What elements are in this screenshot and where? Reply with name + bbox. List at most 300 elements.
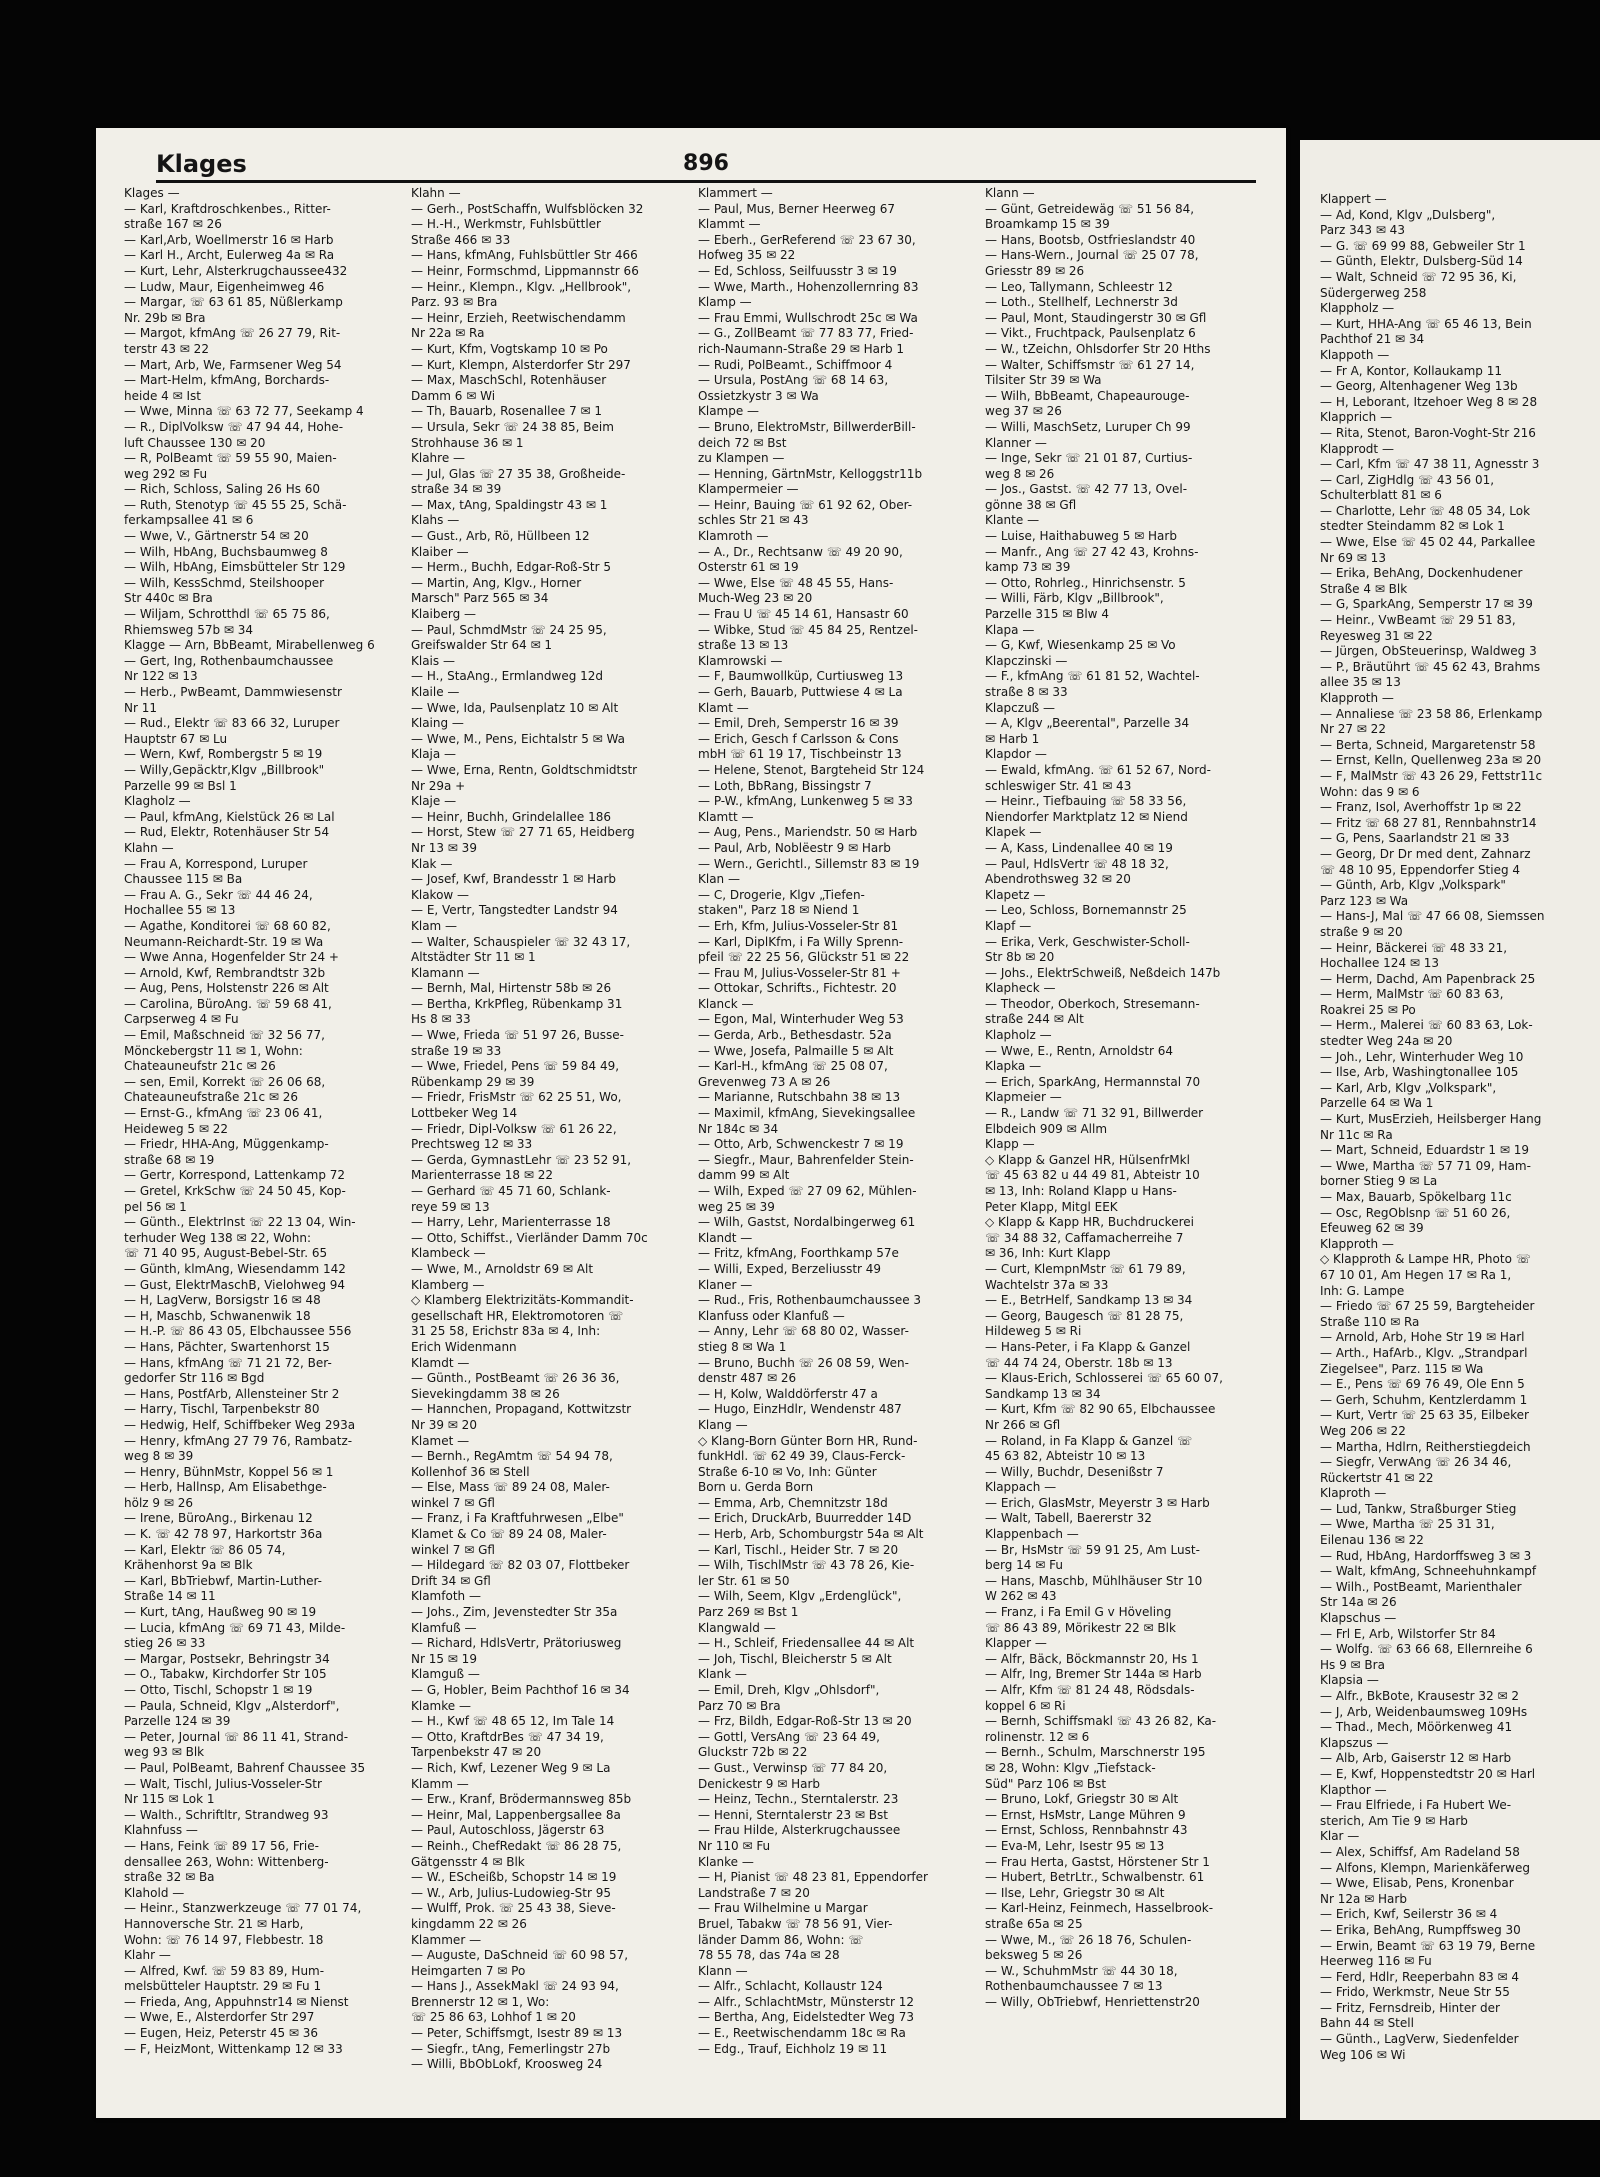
entry-line: — Theodor, Oberkoch, Stresemann-	[985, 996, 1200, 1011]
entry-line: — Wern., Gerichtl., Sillemstr 83 ✉ 19	[698, 856, 920, 871]
entry-line: — Erich, Kwf, Seilerstr 36 ✉ 4	[1320, 1907, 1498, 1922]
entry-line: — Hugo, EinzHdlr, Wendenstr 487	[698, 1402, 902, 1417]
entry-line: — P-W., kfmAng, Lunkenweg 5 ✉ 33	[698, 794, 913, 809]
entry-line: — Frau U ☏ 45 14 61, Hansastr 60	[698, 607, 909, 622]
entry-line: — Kurt, tAng, Haußweg 90 ✉ 19	[124, 1605, 317, 1620]
entry-line: ◇ Klapp & Kapp HR, Buchdruckerei	[985, 1215, 1194, 1230]
entry-line: — Margar, ☏ 63 61 85, Nüßlerkamp	[124, 295, 343, 310]
entry-line: Klapszus —	[1320, 1735, 1389, 1750]
entry-line: Klapp —	[985, 1137, 1035, 1152]
entry-line: Hannoversche Str. 21 ✉ Harb,	[124, 1916, 304, 1931]
entry-line: 78 55 78, das 74a ✉ 28	[698, 1948, 840, 1963]
entry-line: — Günth, klmAng, Wiesendamm 142	[124, 1261, 346, 1276]
entry-line: — Wwe, Minna ☏ 63 72 77, Seekamp 4	[124, 404, 364, 419]
entry-line: — Frau Elfriede, i Fa Hubert We-	[1320, 1798, 1512, 1813]
entry-line: weg 93 ✉ Blk	[124, 1745, 205, 1760]
entry-line: — Wwe, V., Gärtnerstr 54 ✉ 20	[124, 529, 309, 544]
entry-line: Klamet —	[411, 1433, 470, 1448]
entry-line: — Jos., Gastst. ☏ 42 77 13, Ovel-	[985, 482, 1188, 497]
entry-line: Nr 184c ✉ 34	[698, 1121, 779, 1136]
entry-line: — Willi, Exped, Berzeliusstr 49	[698, 1261, 882, 1276]
entry-line: Parz 269 ✉ Bst 1	[698, 1605, 799, 1620]
entry-line: — Anny, Lehr ☏ 68 80 02, Wasser-	[698, 1324, 909, 1339]
entry-line: Klaja —	[411, 747, 457, 762]
entry-line: Klanfuss oder Klanfuß —	[698, 1308, 845, 1323]
entry-line: — Heinz, Techn., Sterntalerstr. 23	[698, 1792, 899, 1807]
entry-line: — Frz, Bildh, Edgar-Roß-Str 13 ✉ 20	[698, 1714, 912, 1729]
entry-line: Krähenhorst 9a ✉ Blk	[124, 1558, 253, 1573]
entry-line: — Paul, Autoschloss, Jägerstr 63	[411, 1823, 605, 1838]
entry-line: ✉ 28, Wohn: Klgv „Tiefstack-	[985, 1760, 1156, 1775]
entry-line: — Wolfg. ☏ 63 66 68, Ellernreihe 6	[1320, 1642, 1533, 1657]
entry-line: Klaiberg —	[411, 607, 477, 622]
entry-line: Parzelle 64 ✉ Wa 1	[1320, 1096, 1434, 1111]
entry-line: — Wilh, HbAng, Buchsbaumweg 8	[124, 544, 328, 559]
entry-line: — Maximil, kfmAng, Sievekingsallee	[698, 1106, 916, 1121]
entry-line: Prechtsweg 12 ✉ 33	[411, 1137, 533, 1152]
entry-line: — Wwe, Josefa, Palmaille 5 ✉ Alt	[698, 1043, 894, 1058]
entry-line: — Hannchen, Propagand, Kottwitzstr	[411, 1402, 632, 1417]
entry-line: — Erich, GlasMstr, Meyerstr 3 ✉ Harb	[985, 1495, 1210, 1510]
entry-line: — Wern, Kwf, Rombergstr 5 ✉ 19	[124, 747, 323, 762]
entry-line: Hs 8 ✉ 33	[411, 1012, 471, 1027]
entry-line: damm 99 ✉ Alt	[698, 1168, 790, 1183]
entry-line: — Günth, Elektr, Dulsberg-Süd 14	[1320, 254, 1523, 269]
next-page-column	[1320, 192, 1600, 2063]
entry-line: Klapa —	[985, 622, 1035, 637]
entry-line: kingdamm 22 ✉ 26	[411, 1916, 527, 1931]
entry-line: — E., Pens ☏ 69 76 49, Ole Enn 5	[1320, 1377, 1525, 1392]
entry-line: Nr 39 ✉ 20	[411, 1417, 477, 1432]
entry-line: — Günt, Getreidewäg ☏ 51 56 84,	[985, 201, 1195, 216]
entry-line: Klappholz —	[1320, 301, 1395, 316]
entry-line: Tarpenbekstr 47 ✉ 20	[411, 1745, 542, 1760]
entry-line: — Max, MaschSchl, Rotenhäuser	[411, 373, 607, 388]
entry-line: — G. ☏ 69 99 88, Gebweiler Str 1	[1320, 238, 1526, 253]
entry-line: — Rud, HbAng, Hardorffsweg 3 ✉ 3	[1320, 1548, 1532, 1563]
entry-line: Nr 22a ✉ Ra	[411, 326, 485, 341]
entry-line: — Friedo ☏ 67 25 59, Bargteheider	[1320, 1299, 1535, 1314]
entry-line: Altstädter Str 11 ✉ 1	[411, 950, 536, 965]
entry-line: Klammt —	[698, 217, 761, 232]
entry-line: Heimgarten 7 ✉ Po	[411, 1963, 526, 1978]
entry-line: — Bernh, Mal, Hirtenstr 58b ✉ 26	[411, 981, 612, 996]
entry-line: Klamke —	[411, 1698, 471, 1713]
entry-line: — Hans, kfmAng, Fuhlsbüttler Str 466	[411, 248, 638, 263]
entry-line: — Rita, Stenot, Baron-Voght-Str 216	[1320, 425, 1536, 440]
entry-line: — Frau Wilhelmine u Margar	[698, 1901, 868, 1916]
entry-line: — Gerh, Schuhm, Kentzlerdamm 1	[1320, 1392, 1528, 1407]
entry-line: Klamann —	[411, 965, 480, 980]
entry-line: — Karl, Tischl., Heider Str. 7 ✉ 20	[698, 1542, 899, 1557]
entry-line: Wohn: ☏ 76 14 97, Flebbestr. 18	[124, 1932, 324, 1947]
entry-line: — Frau Herta, Gastst, Hörstener Str 1	[985, 1854, 1210, 1869]
entry-line: Klang —	[698, 1417, 748, 1432]
entry-line: — J, Arb, Weidenbaumsweg 109Hs	[1320, 1704, 1528, 1719]
entry-line: — Luise, Haithabuweg 5 ✉ Harb	[985, 529, 1177, 544]
entry-line: — Bernh, Schiffsmakl ☏ 43 26 82, Ka-	[985, 1714, 1217, 1729]
entry-line: — Heinr., Klempn., Klgv. „Hellbrook",	[411, 279, 632, 294]
entry-line: straße 68 ✉ 19	[124, 1152, 215, 1167]
entry-line: — Siegfr, VerwAng ☏ 26 34 46,	[1320, 1455, 1512, 1470]
entry-line: Klakow —	[411, 887, 470, 902]
entry-line: straße 13 ✉ 13	[698, 638, 789, 653]
entry-line: — Willy, Buchdr, Desenißstr 7	[985, 1464, 1164, 1479]
entry-line: weg 292 ✉ Fu	[124, 466, 208, 481]
entry-line: — A, Kass, Lindenallee 40 ✉ 19	[985, 840, 1173, 855]
entry-line: — Rudi, PolBeamt., Schiffmoor 4	[698, 357, 893, 372]
entry-line: — Karl, DiplKfm, i Fa Willy Sprenn-	[698, 934, 904, 949]
entry-line: — Ludw, Maur, Eigenheimweg 46	[124, 279, 325, 294]
entry-line: Heerweg 116 ✉ Fu	[1320, 1954, 1432, 1969]
entry-line: — Ewald, kfmAng. ☏ 61 52 67, Nord-	[985, 762, 1211, 777]
entry-line: Griesstr 89 ✉ 26	[985, 263, 1085, 278]
entry-line: — Walt, kfmAng, Schneehuhnkampf	[1320, 1564, 1537, 1579]
entry-line: Greifswalder Str 64 ✉ 1	[411, 638, 553, 653]
entry-line: — Charlotte, Lehr ☏ 48 05 34, Lok	[1320, 503, 1531, 518]
entry-line: — Erika, Verk, Geschwister-Scholl-	[985, 934, 1190, 949]
entry-line: Klamroth —	[698, 529, 769, 544]
entry-line: — Alfr, Bäck, Böckmannstr 20, Hs 1	[985, 1651, 1199, 1666]
entry-line: — Martin, Ang, Klgv., Horner	[411, 575, 582, 590]
entry-line: Klahn —	[124, 840, 174, 855]
entry-line: — Kurt, MusErzieh, Heilsberger Hang	[1320, 1112, 1542, 1127]
entry-line: — Paul, SchmdMstr ☏ 24 25 95,	[411, 622, 607, 637]
entry-line: — Wilh, BbBeamt, Chapeaurouge-	[985, 388, 1190, 403]
entry-line: — A., Dr., Rechtsanw ☏ 49 20 90,	[698, 544, 903, 559]
entry-line: Neumann-Reichardt-Str. 19 ✉ Wa	[124, 934, 324, 949]
entry-line: Nr 29a +	[411, 778, 466, 793]
entry-line: — Bernh., RegAmtm ☏ 54 94 78,	[411, 1449, 613, 1464]
entry-line: — Hedwig, Helf, Schiffbeker Weg 293a	[124, 1417, 356, 1432]
entry-line: — Marianne, Rutschbahn 38 ✉ 13	[698, 1090, 901, 1105]
entry-line: Tilsiter Str 39 ✉ Wa	[985, 373, 1102, 388]
entry-line: Klapproth —	[1320, 691, 1394, 705]
entry-line: — Ad, Kond, Klgv „Dulsberg",	[1320, 207, 1496, 222]
entry-line: — Harry, Lehr, Marienterrasse 18	[411, 1215, 611, 1230]
entry-line: beksweg 5 ✉ 26	[985, 1948, 1083, 1963]
entry-line: Klank —	[698, 1667, 747, 1682]
entry-line: Brennerstr 12 ✉ 1, Wo:	[411, 1994, 550, 2009]
entry-line: Klammert —	[698, 186, 773, 200]
entry-line: Klamm —	[411, 1776, 469, 1791]
entry-line: ☏ 71 40 95, August-Bebel-Str. 65	[124, 1246, 328, 1261]
entry-line: — Ernst, Schloss, Rennbahnstr 43	[985, 1823, 1188, 1838]
entry-line: — Alb, Arb, Gaiserstr 12 ✉ Harb	[1320, 1751, 1512, 1766]
entry-line: — Gust, ElektrMaschB, Vielohweg 94	[124, 1277, 346, 1292]
entry-line: — Leo, Tallymann, Schleestr 12	[985, 279, 1173, 294]
entry-line: — Kurt, Lehr, Alsterkrugchaussee432	[124, 263, 348, 278]
entry-line: Strohhause 36 ✉ 1	[411, 435, 524, 450]
entry-line: — Ilse, Arb, Washingtonallee 105	[1320, 1065, 1519, 1080]
entry-line: Nr 11c ✉ Ra	[1320, 1127, 1393, 1142]
entry-line: Südergerweg 258	[1320, 285, 1427, 300]
entry-line: Hauptstr 67 ✉ Lu	[124, 731, 228, 746]
entry-line: Klam —	[411, 918, 458, 933]
entry-line: — Fritz, Fernsdreib, Hinter der	[1320, 2000, 1500, 2015]
entry-line: — Fr A, Kontor, Kollaukamp 11	[1320, 363, 1502, 378]
entry-line: Klapprich —	[1320, 410, 1393, 425]
entry-line: — Klaus-Erich, Schlosserei ☏ 65 60 07,	[985, 1371, 1223, 1386]
entry-line: — Richard, HdlsVertr, Prätoriusweg	[411, 1636, 622, 1651]
entry-line: — Gerhard ☏ 45 71 60, Schlank-	[411, 1184, 611, 1198]
entry-line: — F, Baumwollküp, Curtiusweg 13	[698, 669, 904, 684]
entry-line: straße 244 ✉ Alt	[985, 1012, 1084, 1027]
entry-line: Ossietzkystr 3 ✉ Wa	[698, 388, 819, 403]
entry-line: — G, Pens, Saarlandstr 21 ✉ 33	[1320, 831, 1510, 846]
entry-line: Rhiemsweg 57b ✉ 34	[124, 622, 254, 637]
entry-line: — Bernh., Schulm, Marschnerstr 195	[985, 1745, 1206, 1760]
entry-line: — Kurt, Vertr ☏ 25 63 35, Eilbeker	[1320, 1408, 1529, 1423]
entry-line: — Willi, Färb, Klgv „Billbrook",	[985, 591, 1164, 606]
page-header	[156, 140, 1256, 183]
entry-line: — Berta, Schneid, Margaretenstr 58	[1320, 737, 1536, 752]
entry-line: — Bertha, KrkPfleg, Rübenkamp 31	[411, 996, 623, 1011]
entry-line: — Hildegard ☏ 82 03 07, Flottbeker	[411, 1558, 630, 1573]
entry-line: — Georg, Dr Dr med dent, Zahnarz	[1320, 846, 1531, 861]
entry-line: — Alfr., Schlacht, Kollaustr 124	[698, 1979, 883, 1994]
entry-line: — Wwe, Else ☏ 48 45 55, Hans-	[698, 575, 894, 590]
entry-line: Nr 11	[124, 700, 157, 715]
entry-line: — Jul, Glas ☏ 27 35 38, Großheide-	[411, 466, 626, 481]
entry-line: — Hans-J, Mal ☏ 47 66 08, Siemssen	[1320, 909, 1545, 924]
entry-line: — Otto, Arb, Schwenckestr 7 ✉ 19	[698, 1137, 904, 1152]
entry-line: W 262 ✉ 43	[985, 1589, 1057, 1604]
entry-line: — Peter, Schiffsmgt, Isestr 89 ✉ 13	[411, 2026, 623, 2041]
entry-line: Straße 466 ✉ 33	[411, 232, 511, 247]
entry-line: Wohn: das 9 ✉ 6	[1320, 784, 1420, 799]
entry-line: — Arnold, Arb, Hohe Str 19 ✉ Harl	[1320, 1330, 1525, 1345]
entry-line: Parzelle 315 ✉ Blw 4	[985, 607, 1109, 622]
entry-line: gönne 38 ✉ Gfl	[985, 497, 1077, 512]
entry-line: Klapschus —	[1320, 1611, 1397, 1626]
entry-line: — Lucia, kfmAng ☏ 69 71 43, Milde-	[124, 1620, 346, 1635]
entry-line: — Alfr, Ing, Bremer Str 144a ✉ Harb	[985, 1667, 1202, 1682]
columns-container	[124, 186, 1266, 2098]
entry-line: ✉ 13, Inh: Roland Klapp u Hans-	[985, 1184, 1177, 1198]
entry-line: ☏ 48 10 95, Eppendorfer Stieg 4	[1320, 862, 1521, 877]
entry-line: — Egon, Mal, Winterhuder Weg 53	[698, 1012, 904, 1027]
entry-line: — Frieda, Ang, Appuhnstr14 ✉ Nienst	[124, 1994, 349, 2009]
entry-line: — Frau Emmi, Wullschrodt 25c ✉ Wa	[698, 310, 918, 325]
entry-line: — Annaliese ☏ 23 58 86, Erlenkamp	[1320, 706, 1543, 721]
entry-line: Hofweg 35 ✉ 22	[698, 248, 796, 263]
entry-line: — Heinr, Erzieh, Reetwischendamm	[411, 310, 626, 325]
entry-line: Klamt —	[698, 700, 749, 715]
entry-line: staken", Parz 18 ✉ Niend 1	[698, 903, 860, 918]
entry-line: — Erich, SparkAng, Hermannstal 70	[985, 1074, 1201, 1089]
entry-line: — Hans, Maschb, Mühlhäuser Str 10	[985, 1573, 1203, 1588]
entry-line: — Mart, Arb, We, Farmsener Weg 54	[124, 357, 342, 372]
entry-line: — Max, Bauarb, Spökelbarg 11c	[1320, 1190, 1512, 1204]
entry-line: — Wilh, HbAng, Eimsbütteler Str 129	[124, 560, 346, 575]
entry-line: Bruel, Tabakw ☏ 78 56 91, Vier-	[698, 1916, 893, 1931]
entry-line: — Otto, Tischl, Schopstr 1 ✉ 19	[124, 1683, 313, 1697]
entry-line: ler Str. 61 ✉ 50	[698, 1573, 790, 1588]
entry-line: Klapf —	[985, 918, 1032, 933]
entry-line: — Karl-H., kfmAng ☏ 25 08 07,	[698, 1059, 888, 1074]
entry-line: — Carolina, BüroAng. ☏ 59 68 41,	[124, 996, 332, 1011]
entry-line: — Kurt, Kfm, Vogtskamp 10 ✉ Po	[411, 341, 608, 356]
entry-line: ☏ 45 63 82 u 44 49 81, Abteistr 10	[985, 1168, 1200, 1183]
entry-line: — W., EScheißb, Schopstr 14 ✉ 19	[411, 1870, 617, 1885]
entry-line: — Herm, MalMstr ☏ 60 83 63,	[1320, 987, 1504, 1002]
entry-line: Rothenbaumchaussee 7 ✉ 13	[985, 1979, 1163, 1994]
entry-line: — Henning, GärtnMstr, Kelloggstr11b	[698, 466, 923, 481]
entry-line: Klapka —	[985, 1059, 1042, 1074]
entry-line: Abendrothsweg 32 ✉ 20	[985, 872, 1131, 887]
entry-line: Klapczuß —	[985, 700, 1056, 715]
entry-line: — sen, Emil, Korrekt ☏ 26 06 68,	[124, 1074, 326, 1089]
entry-line: Nr 110 ✉ Fu	[698, 1838, 771, 1853]
entry-line: — Kurt, HHA-Ang ☏ 65 46 13, Bein	[1320, 316, 1532, 331]
entry-line: — Frau A. G., Sekr ☏ 44 46 24,	[124, 887, 313, 902]
entry-line: — Willi, BbObLokf, Kroosweg 24	[411, 2057, 603, 2072]
entry-line: Klappenbach —	[985, 1527, 1079, 1542]
entry-line: Nr 115 ✉ Lok 1	[124, 1792, 215, 1807]
entry-line: ◇ Klapproth & Lampe HR, Photo ☏	[1320, 1252, 1531, 1267]
entry-line: Hochallee 124 ✉ 13	[1320, 956, 1440, 971]
entry-line: weg 25 ✉ 39	[698, 1199, 775, 1214]
entry-line: — Ferd, Hdlr, Reeperbahn 83 ✉ 4	[1320, 1969, 1520, 1984]
entry-line: Elbdeich 909 ✉ Allm	[985, 1121, 1108, 1136]
entry-line: Klamrowski —	[698, 653, 783, 668]
entry-line: — Wwe, M., Arnoldstr 69 ✉ Alt	[411, 1261, 594, 1276]
entry-line: — Heinr, Mal, Lappenbergsallee 8a	[411, 1807, 621, 1822]
entry-line: Lottbeker Weg 14	[411, 1106, 518, 1121]
entry-line: Ziegelsee", Parz. 115 ✉ Wa	[1320, 1361, 1484, 1376]
entry-line: — Ernst, HsMstr, Lange Mühren 9	[985, 1807, 1186, 1822]
entry-line: — Heinr, Formschmd, Lippmannstr 66	[411, 263, 639, 278]
entry-line: — Willy, ObTriebwf, Henriettenstr20	[985, 1994, 1200, 2009]
entry-line: — Alfr, Kfm ☏ 81 24 48, Rödsdals-	[985, 1683, 1195, 1697]
entry-line: Chaussee 115 ✉ Ba	[124, 872, 243, 887]
entry-line: Klagholz —	[124, 794, 191, 809]
entry-line: — E., Reetwischendamm 18c ✉ Ra	[698, 2026, 906, 2041]
entry-line: gesellschaft HR, Elektromotoren ☏	[411, 1308, 624, 1323]
entry-line: — Osc, RegOblsnp ☏ 51 60 26,	[1320, 1205, 1511, 1220]
entry-line: 31 25 58, Erichstr 83a ✉ 4, Inh:	[411, 1324, 601, 1339]
entry-line: — Gertr, Korrespond, Lattenkamp 72	[124, 1168, 346, 1183]
entry-line: Parz 343 ✉ 43	[1320, 223, 1405, 238]
entry-line: — Franz, i Fa Kraftfuhrwesen „Elbe"	[411, 1511, 624, 1526]
entry-line: luft Chaussee 130 ✉ 20	[124, 435, 266, 450]
entry-line: — Alfr., SchlachtMstr, Münsterstr 12	[698, 1994, 914, 2009]
entry-line: — Erich, Gesch f Carlsson & Cons	[698, 731, 899, 746]
entry-line: — W., tZeichn, Ohlsdorfer Str 20 Hths	[985, 341, 1211, 356]
entry-line: Damm 6 ✉ Wi	[411, 388, 496, 403]
entry-line: — Walth., Schriftltr, Strandweg 93	[124, 1807, 329, 1822]
entry-line: Parzelle 124 ✉ 39	[124, 1714, 231, 1729]
entry-line: — Frau Hilde, Alsterkrugchaussee	[698, 1823, 901, 1838]
entry-line: — Wwe Anna, Hogenfelder Str 24 +	[124, 950, 339, 965]
column-3	[698, 186, 979, 2098]
entry-line: weg 8 ✉ 26	[985, 466, 1055, 481]
entry-line: — Herb., PwBeamt, Dammwiesenstr	[124, 685, 342, 699]
entry-line: — Friedr, FrisMstr ☏ 62 25 51, Wo,	[411, 1090, 622, 1105]
entry-line: — Henry, kfmAng 27 79 76, Rambatz-	[124, 1433, 353, 1448]
entry-line: — Herb, Arb, Schomburgstr 54a ✉ Alt	[698, 1527, 924, 1542]
entry-line: — Siegfr., tAng, Femerlingstr 27b	[411, 2041, 611, 2056]
entry-line: straße 8 ✉ 33	[985, 685, 1068, 699]
entry-line: — Paul, HdlsVertr ☏ 48 18 32,	[985, 856, 1169, 871]
entry-line: Nr. 29b ✉ Bra	[124, 310, 206, 325]
entry-line: — R., DiplVolksw ☏ 47 94 44, Hohe-	[124, 419, 344, 434]
entry-line: — Georg, Altenhagener Weg 13b	[1320, 379, 1518, 394]
entry-line: — Wilh, Exped ☏ 27 09 62, Mühlen-	[698, 1184, 917, 1198]
entry-line: Klaiber —	[411, 544, 469, 559]
entry-line: — H., StaAng., Ermlandweg 12d	[411, 669, 604, 684]
entry-line: — Henry, BühnMstr, Koppel 56 ✉ 1	[124, 1464, 334, 1479]
entry-line: — H, LagVerw, Borsigstr 16 ✉ 48	[124, 1293, 321, 1308]
entry-line: — Willy,Gepäcktr,Klgv „Billbrook"	[124, 762, 325, 777]
entry-line: Klamp —	[698, 295, 752, 310]
entry-line: Str 14a ✉ 26	[1320, 1595, 1397, 1610]
entry-line: — Aug, Pens., Mariendstr. 50 ✉ Harb	[698, 825, 918, 840]
entry-line: — Hans, kfmAng ☏ 71 21 72, Ber-	[124, 1355, 332, 1370]
entry-line: — Ruth, Stenotyp ☏ 45 55 25, Schä-	[124, 497, 347, 512]
entry-line: — Herm, Dachd, Am Papenbrack 25	[1320, 971, 1536, 986]
entry-line: — F., kfmAng ☏ 61 81 52, Wachtel-	[985, 669, 1200, 684]
entry-line: — Karl,Arb, Woellmerstr 16 ✉ Harb	[124, 232, 334, 247]
entry-line: — Loth., Stellhelf, Lechnerstr 3d	[985, 295, 1178, 310]
entry-line: — G, Kwf, Wiesenkamp 25 ✉ Vo	[985, 638, 1176, 653]
entry-line: allee 35 ✉ 13	[1320, 675, 1401, 690]
entry-line: — Emil, Dreh, Semperstr 16 ✉ 39	[698, 716, 899, 731]
entry-line: Klandt —	[698, 1230, 753, 1245]
entry-line: kamp 73 ✉ 39	[985, 560, 1071, 575]
entry-line: — Irene, BüroAng., Birkenau 12	[124, 1511, 313, 1526]
entry-line: — Ottokar, Schrifts., Fichtestr. 20	[698, 981, 897, 996]
entry-line: Klamguß —	[411, 1667, 480, 1682]
entry-line: Klaile —	[411, 685, 460, 699]
entry-line: — Gerda, Arb., Bethesdastr. 52a	[698, 1028, 892, 1043]
entry-line: stieg 8 ✉ Wa 1	[698, 1339, 787, 1354]
entry-line: — H., Schleif, Friedensallee 44 ✉ Alt	[698, 1636, 915, 1651]
entry-line: — Kurt, Kfm ☏ 82 90 65, Elbchaussee	[985, 1402, 1216, 1417]
column-4	[985, 186, 1266, 2098]
entry-line: pel 56 ✉ 1	[124, 1199, 187, 1214]
entry-line: — Joh, Tischl, Bleicherstr 5 ✉ Alt	[698, 1651, 892, 1666]
entry-line: — Frl E, Arb, Wilstorfer Str 84	[1320, 1626, 1496, 1641]
entry-line: — K. ☏ 42 78 97, Harkortstr 36a	[124, 1527, 323, 1542]
entry-line: borner Stieg 9 ✉ La	[1320, 1174, 1438, 1189]
entry-line: Klamfoth —	[411, 1589, 481, 1604]
entry-line: — Franz, i Fa Emil G v Höveling	[985, 1605, 1172, 1620]
entry-line: deich 72 ✉ Bst	[698, 435, 787, 450]
entry-line: — F, MalMstr ☏ 43 26 29, Fettstr11c	[1320, 768, 1543, 783]
entry-line: — Otto, Rohrleg., Hinrichsenstr. 5	[985, 575, 1186, 590]
entry-line: Eilenau 136 ✉ 22	[1320, 1533, 1424, 1548]
entry-line: — Walt, Tischl, Julius-Vosseler-Str	[124, 1776, 322, 1791]
entry-line: Klahre —	[411, 451, 466, 466]
entry-line: Klapprodt —	[1320, 441, 1394, 456]
entry-line: Klahr —	[124, 1948, 171, 1963]
column-1	[124, 186, 405, 2098]
entry-line: — Günth., PostBeamt ☏ 26 36 36,	[411, 1371, 620, 1386]
entry-line: stedter Weg 24a ✉ 20	[1320, 1034, 1453, 1049]
entry-line: — Paula, Schneid, Klgv „Alsterdorf",	[124, 1698, 340, 1713]
entry-line: Hildeweg 5 ✉ Ri	[985, 1324, 1082, 1339]
entry-line: Süd" Parz 106 ✉ Bst	[985, 1776, 1107, 1791]
entry-line: — Bertha, Ang, Eidelstedter Weg 73	[698, 2010, 915, 2025]
entry-line: Klapheck —	[985, 981, 1056, 996]
entry-line: — Rud., Elektr ☏ 83 66 32, Luruper	[124, 716, 340, 731]
entry-line: stieg 26 ✉ 33	[124, 1636, 206, 1651]
entry-line: reye 59 ✉ 13	[411, 1199, 490, 1214]
entry-line: — Wwe, E., Alsterdorfer Str 297	[124, 2010, 315, 2025]
entry-line: — Emil, Maßschneid ☏ 32 56 77,	[124, 1028, 325, 1043]
